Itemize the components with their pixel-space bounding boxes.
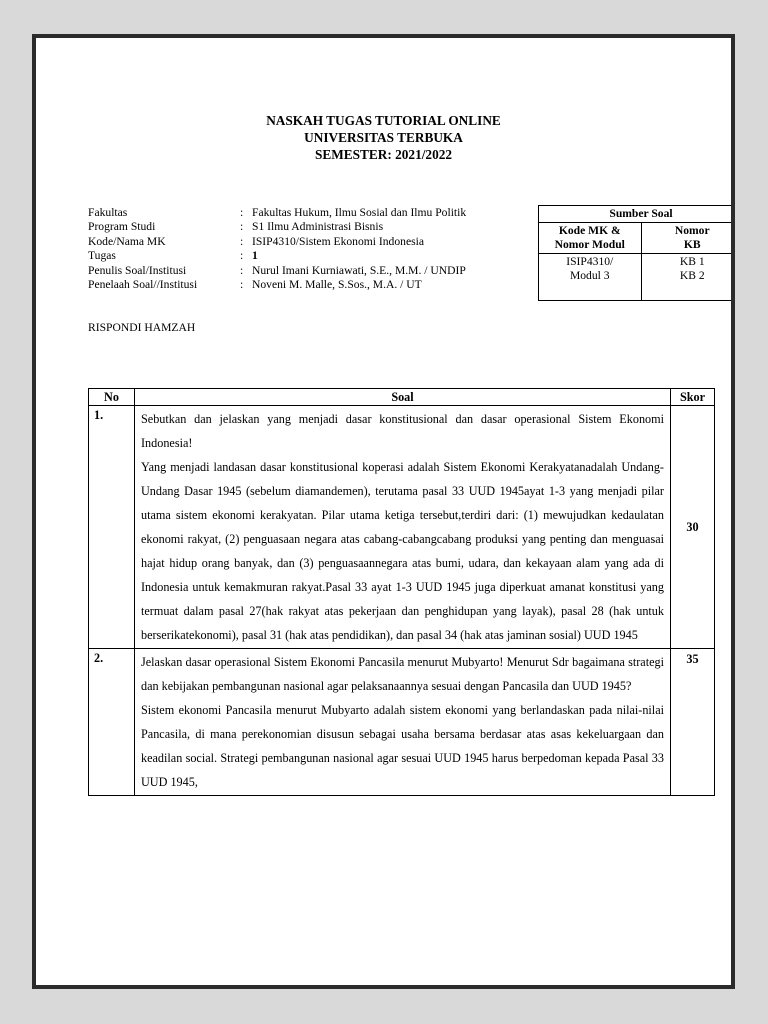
kode-mk-header-line-2: Nomor Modul — [554, 238, 625, 251]
nomor-kb-header-line-2: KB — [683, 238, 701, 251]
info-row-penulis — [88, 264, 466, 278]
title-line-1: NASKAH TUGAS TUTORIAL ONLINE — [266, 113, 501, 128]
document-page — [32, 34, 735, 989]
question-text: Sebutkan dan jelaskan yang menjadi dasar konstitusional dan dasar operasional Sistem Ekonomi Indonesia! — [141, 412, 664, 450]
info-row-program-studi — [88, 220, 466, 234]
document-title — [36, 112, 731, 163]
info-colon: : — [240, 278, 244, 292]
table-header-row — [89, 389, 715, 406]
kode-mk-value — [539, 254, 642, 301]
info-label: Penulis Soal/Institusi — [88, 263, 187, 277]
info-value: Nurul Imani Kurniawati, S.E., M.M. / UNDIP — [252, 263, 466, 277]
info-row-kode-mk — [88, 235, 466, 249]
answer-text: Yang menjadi landasan dasar konstitusional koperasi adalah Sistem Ekonomi Kerakyatanadalah Undang-Undang Dasar 1945 (sebelum diamandemen), terutama pasal 33 UUD 1945ayat 1-3 yang menjadi pilar utama sistem ekonomi kerakyatan. Pilar utama ketiga tersebut,terdiri dari: (1) mewujudkan kedaulatan ekonomi rakyat, (2) penguasaan negara atas cabang-cabangcabang produksi yang penting dan menguasai hajat hidup orang banyak, dan (3) penguasaannegara atas bumi, udara, dan kekayaan alam yang ada di Indonesia untuk kemakmuran rakyat.Pasal 33 ayat 1-3 UUD 1945 juga diperkuat amanat konstitusi yang termuat dalam pasal 27(hak rakyat atas pekerjaan dan penghidupan yang layak), pasal 28 (hak untuk berserikatekonomi), pasal 31 (hak atas pendidikan), dan pasal 34 (hak atas jaminan sosial) UUD 1945 — [141, 460, 664, 642]
info-colon: : — [240, 220, 244, 234]
student-name: RISPONDI HAMZAH — [88, 321, 196, 334]
info-row-fakultas — [88, 206, 466, 220]
header-skor: Skor — [671, 389, 715, 406]
title-line-3: SEMESTER: 2021/2022 — [314, 147, 453, 162]
question-text: Jelaskan dasar operasional Sistem Ekonomi Pancasila menurut Mubyarto! Menurut Sdr bagaimana strategi dan kebijakan pembangunan nasional agar pelaksanaannya sesuai dengan Pancasila dan UUD 1945? — [141, 655, 664, 693]
info-label: Tugas — [88, 249, 116, 263]
info-value: S1 Ilmu Administrasi Bisnis — [252, 220, 384, 234]
course-info — [88, 206, 466, 292]
info-colon: : — [240, 249, 244, 263]
info-value: ISIP4310/Sistem Ekonomi Indonesia — [252, 234, 424, 248]
info-colon: : — [240, 234, 244, 248]
info-value: Fakultas Hukum, Ilmu Sosial dan Ilmu Politik — [252, 206, 467, 219]
table-row — [89, 649, 715, 796]
question-table — [88, 388, 715, 796]
kode-mk-value-line-1: ISIP4310/ — [566, 255, 614, 268]
row-score: 30 — [671, 406, 715, 649]
row-content — [135, 649, 671, 796]
info-row-tugas — [88, 249, 466, 263]
info-colon: : — [240, 263, 244, 277]
row-number: 2. — [89, 649, 135, 796]
row-content — [135, 406, 671, 649]
page-content — [36, 38, 731, 915]
info-row-penelaah — [88, 278, 466, 292]
answer-text: Sistem ekonomi Pancasila menurut Mubyarto adalah sistem ekonomi yang berlandaskan pada nilai-nilai Pancasila, di mana perekonomian disusun sebagai usaha bersama berdasar atas asas kekeluargaan dan keadilan social. Strategi pembangunan nasional agar sesuai UUD 1945 harus berpedoman kepada Pasal 33 UUD 1945, — [141, 703, 664, 789]
header-no: No — [89, 389, 135, 406]
row-number: 1. — [89, 406, 135, 649]
info-value: 1 — [252, 249, 258, 263]
nomor-kb-value-line-2: KB 2 — [679, 269, 705, 282]
nomor-kb-header — [641, 223, 731, 254]
nomor-kb-value — [641, 254, 731, 301]
info-value: Noveni M. Malle, S.Sos., M.A. / UT — [252, 278, 422, 292]
title-line-2: UNIVERSITAS TERBUKA — [304, 130, 463, 145]
nomor-kb-value-line-1: KB 1 — [679, 255, 705, 268]
sumber-soal-table — [538, 205, 731, 301]
info-label: Program Studi — [88, 220, 156, 234]
kode-mk-header — [539, 223, 642, 254]
table-row — [89, 406, 715, 649]
sumber-soal-title: Sumber Soal — [539, 206, 732, 223]
info-colon: : — [240, 206, 244, 219]
kode-mk-header-line-1: Kode MK & — [558, 224, 621, 237]
nomor-kb-header-line-1: Nomor — [674, 224, 710, 237]
header-soal: Soal — [135, 389, 671, 406]
row-score: 35 — [671, 649, 715, 796]
info-label: Penelaah Soal//Institusi — [88, 278, 198, 292]
info-label: Fakultas — [88, 206, 128, 219]
kode-mk-value-line-2: Modul 3 — [569, 269, 610, 282]
info-label: Kode/Nama MK — [88, 234, 166, 248]
